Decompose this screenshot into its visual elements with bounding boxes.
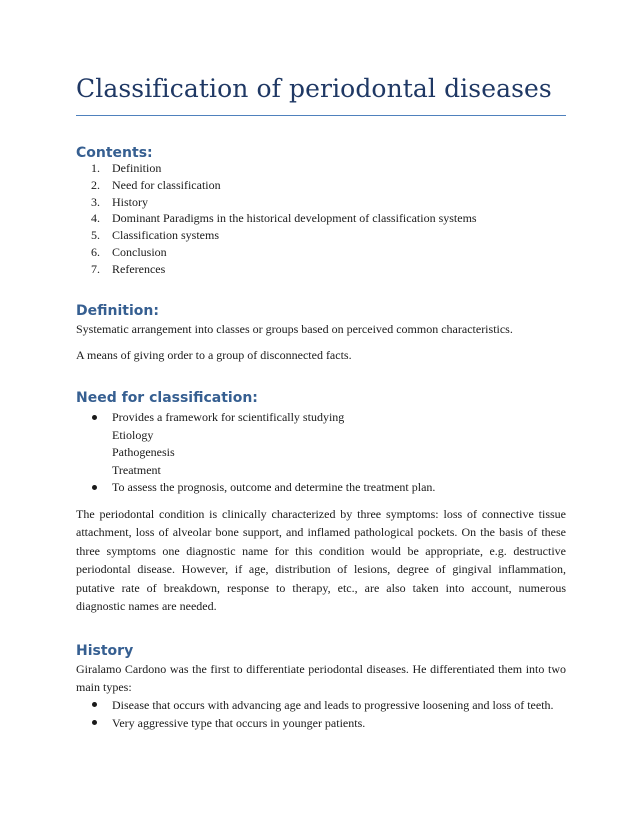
contents-item <box>76 177 477 194</box>
contents-item-number: 5. <box>91 228 100 243</box>
title-underline <box>76 115 566 116</box>
need-bullet-list <box>76 409 435 497</box>
need-sub-item: Etiology <box>112 427 154 442</box>
need-paragraph: The periodontal condition is clinically characterized by three symptoms: loss of connective tissue attachment, loss of alveolar bone support, and inflamed pathological pockets. On the basis of these three symptoms one diagnostic name for this condition would be appropriate, e.g. destructive periodontal disease. However, if age, distribution of lesions, degree of gingival inflammation, putative rate of breakdown, response to therapy, etc., are also taken into account, numerous diagnostic names are needed. <box>76 507 566 614</box>
document-title: Classification of periodontal diseases <box>76 74 552 103</box>
contents-item-number: 6. <box>91 244 100 259</box>
contents-item-number: 3. <box>91 194 100 209</box>
definition-paragraph-2: A means of giving order to a group of disconnected facts. <box>76 348 352 362</box>
contents-item-text: References <box>112 261 166 276</box>
need-bullet-item <box>76 409 435 479</box>
history-bullet-item <box>76 714 554 732</box>
history-bullet-list <box>76 696 554 733</box>
contents-item <box>76 227 477 244</box>
history-heading: History <box>76 643 134 659</box>
need-heading: Need for classification: <box>76 390 258 406</box>
definition-heading: Definition: <box>76 303 159 319</box>
need-bullet-text: Provides a framework for scientifically studying <box>112 410 345 424</box>
contents-item-text: Need for classification <box>112 177 221 192</box>
contents-item-text: Conclusion <box>112 244 167 259</box>
history-bullet-text: Very aggressive type that occurs in younger patients. <box>112 716 366 731</box>
need-bullet-item <box>76 479 435 497</box>
contents-item <box>76 210 477 227</box>
bullet-icon <box>92 720 97 725</box>
contents-item <box>76 261 477 278</box>
contents-item-number: 4. <box>91 211 100 226</box>
contents-item-text: Definition <box>112 161 162 175</box>
contents-item-text: Dominant Paradigms in the historical development of classification systems <box>112 211 477 226</box>
history-intro: Giralamo Cardono was the first to differentiate periodontal diseases. He differentiated them into two main types: <box>76 662 566 695</box>
contents-item <box>76 194 477 211</box>
definition-paragraph-1: Systematic arrangement into classes or groups based on perceived common characteristics. <box>76 322 513 336</box>
contents-list <box>76 160 477 278</box>
bullet-icon <box>92 485 97 490</box>
contents-item <box>76 244 477 261</box>
history-bullet-text: Disease that occurs with advancing age and leads to progressive loosening and loss of teeth. <box>112 698 554 712</box>
contents-heading: Contents: <box>76 145 153 161</box>
bullet-icon <box>92 415 97 420</box>
need-sub-item: Treatment <box>112 462 161 477</box>
bullet-icon <box>92 702 97 707</box>
contents-item-number: 7. <box>91 261 100 276</box>
contents-item <box>76 160 477 177</box>
history-bullet-item <box>76 696 554 714</box>
need-sub-item: Pathogenesis <box>112 445 175 459</box>
need-bullet-text: To assess the prognosis, outcome and determine the treatment plan. <box>112 480 436 494</box>
contents-item-text: Classification systems <box>112 228 219 243</box>
contents-item-number: 1. <box>91 161 100 175</box>
contents-item-number: 2. <box>91 177 100 192</box>
contents-item-text: History <box>112 194 148 209</box>
